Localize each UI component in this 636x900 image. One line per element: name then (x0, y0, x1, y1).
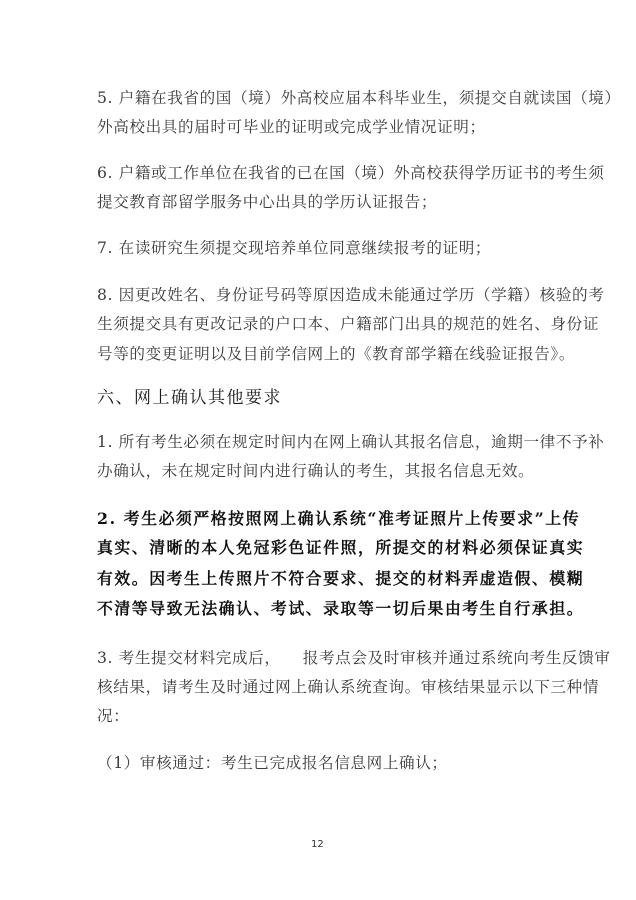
section-heading: 六、网上确认其他要求 (97, 388, 282, 408)
paragraph-item-6-line-1: 6. 户籍或工作单位在我省的已在国（境）外高校获得学历证书的考生须 (97, 164, 605, 182)
paragraph-item-8-line-2: 生须提交具有更改记录的户口本、户籍部门出具的规范的姓名、身份证 (97, 315, 600, 333)
requirement-3-line-2: 核结果，请考生及时通过网上确认系统查询。审核结果显示以下三种情 (97, 678, 600, 696)
paragraph-item-7-line-1: 7. 在读研究生须提交现培养单位同意继续报考的证明； (97, 239, 492, 257)
paragraph-item-6-line-2: 提交教育部留学服务中心出具的学历认证报告； (97, 193, 438, 211)
requirement-3-line-1: 3. 考生提交材料完成后， 报考点会及时审核并通过系统向考生反馈审 (97, 649, 611, 667)
paragraph-item-8-line-3: 号等的变更证明以及目前学信网上的《教育部学籍在线验证报告》。 (97, 345, 576, 363)
paragraph-item-5-line-1: 5. 户籍在我省的国（境）外高校应届本科毕业生，须提交自就读国（境） (97, 89, 621, 107)
page-number: 12 (311, 839, 324, 850)
requirement-2-line-4: 不清等导致无法确认、考试、录取等一切后果由考生自行承担。 (97, 599, 585, 618)
paragraph-item-8-line-1: 8. 因更改姓名、身份证号码等原因造成未能通过学历（学籍）核验的考 (97, 286, 605, 304)
paragraph-item-5-line-2: 外高校出具的届时可毕业的证明或完成学业情况证明； (97, 118, 486, 136)
requirement-2-line-2: 真实、清晰的本人免冠彩色证件照，所提交的材料必须保证真实 (97, 538, 585, 557)
sub-item-1: （1）审核通过：考生已完成报名信息网上确认； (97, 754, 448, 772)
requirement-2-line-1: 2. 考生必须严格按照网上确认系统“准考证照片上传要求”上传 (97, 509, 581, 528)
requirement-3-line-3: 况： (97, 707, 130, 725)
requirement-1-line-2: 办确认，未在规定时间内进行确认的考生，其报名信息无效。 (97, 462, 535, 480)
requirement-1-line-1: 1. 所有考生必须在规定时间内在网上确认其报名信息，逾期一律不予补 (97, 433, 605, 451)
requirement-2-line-3: 有效。因考生上传照片不符合要求、提交的材料弄虚造假、模糊 (97, 569, 585, 588)
